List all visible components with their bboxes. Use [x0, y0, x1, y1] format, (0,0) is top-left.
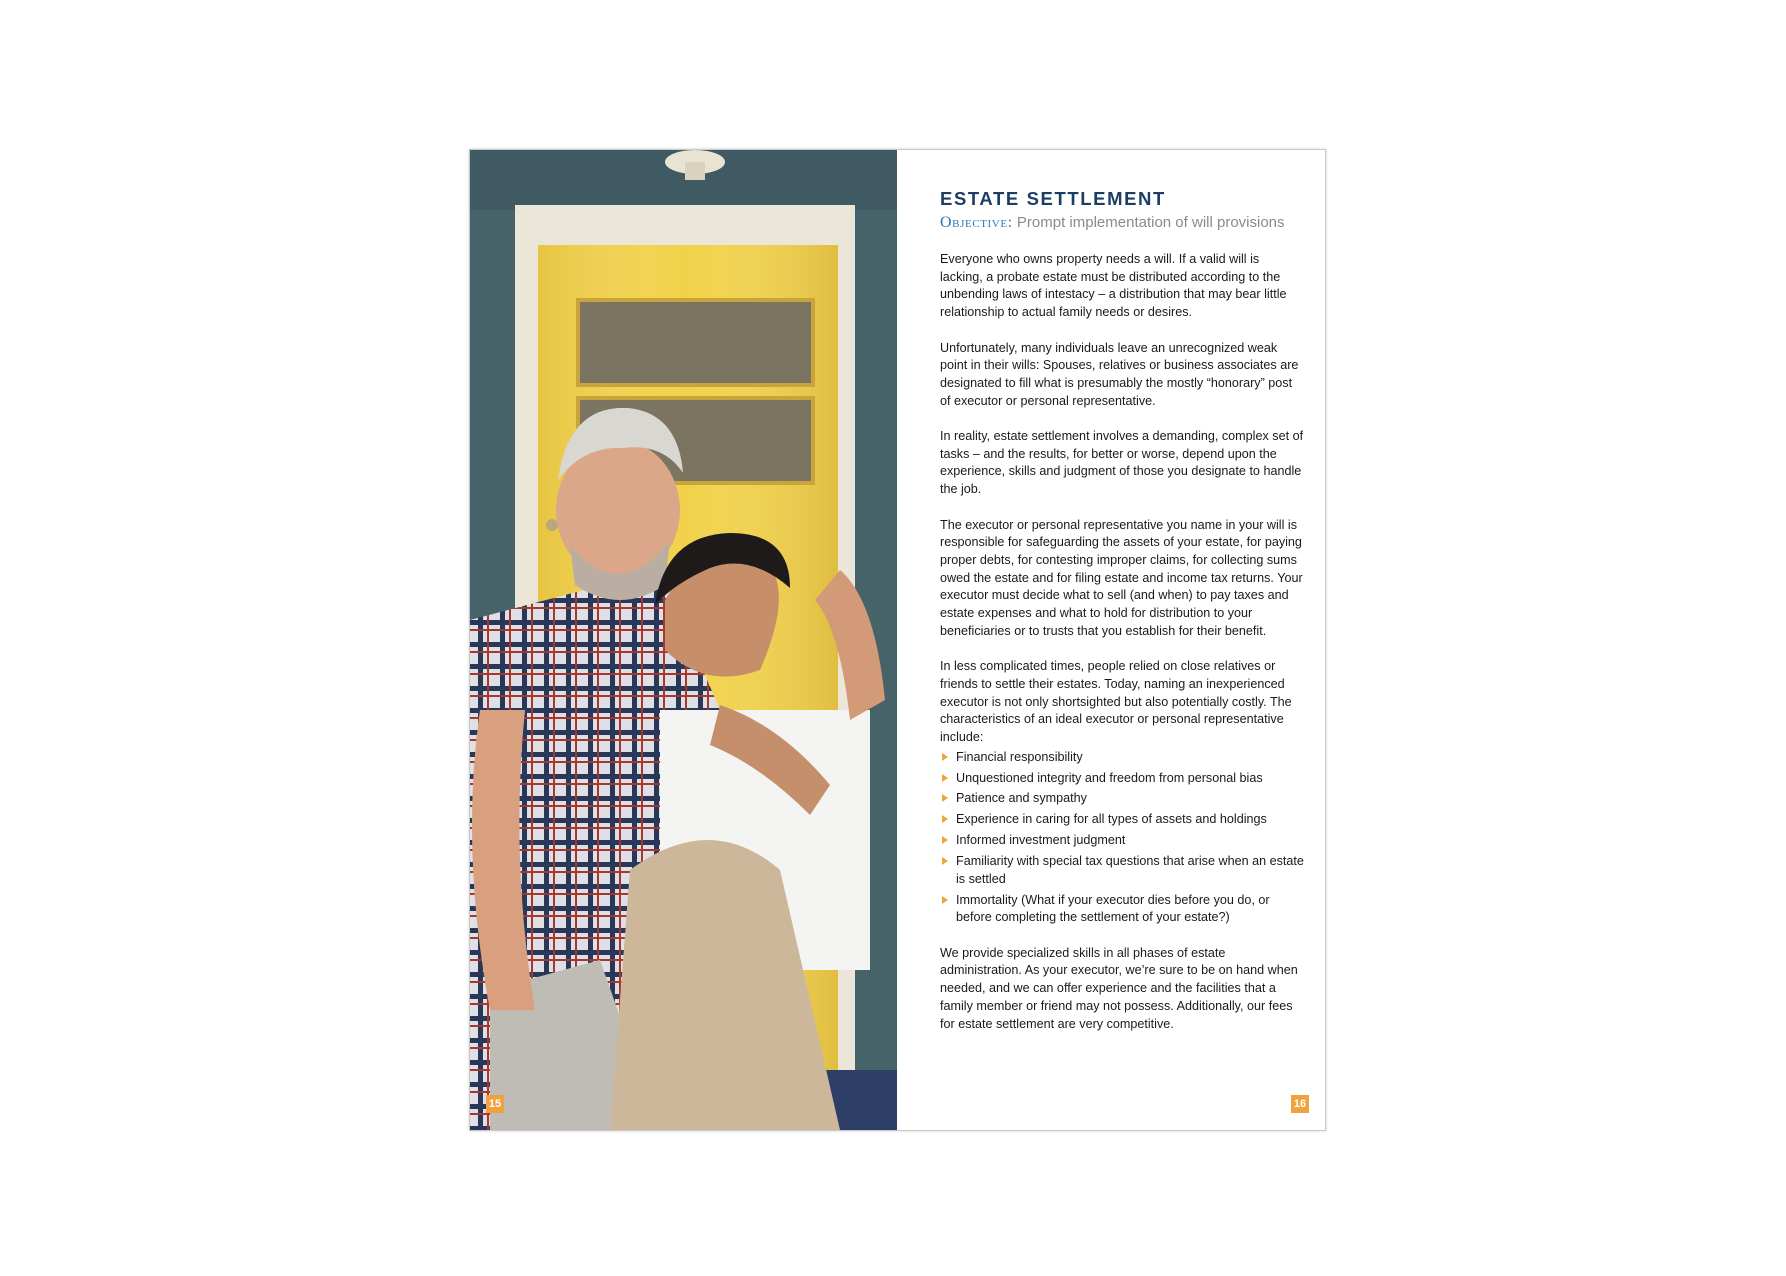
objective-label: Objective:: [940, 214, 1013, 231]
objective-text: Prompt implementation of will provisions: [1016, 214, 1285, 231]
paragraph: In reality, estate settlement involves a demanding, complex set of tasks – and the results, for better or worse, depend upon the experience, skills and judgment of those you designate to handle the job.: [940, 429, 1304, 497]
bullet-arrow-icon: [942, 753, 948, 761]
objective-line: [940, 214, 1285, 232]
body-text: [940, 251, 1305, 1051]
paragraph: Unfortunately, many individuals leave an unrecognized weak point in their wills: Spouses, relatives or business associates are designated to fill what is presumably the mostly “honorary” post of executor or personal representative.: [940, 340, 1299, 408]
paragraph: The executor or personal representative you name in your will is responsible for safeguarding the assets of your estate, for paying proper debts, for contesting improper claims, for collecting sums owed the estate and for filing estate and income tax returns. Your executor must decide what to sell (and when) to pay taxes and estate expenses and what to hold for distribution to your beneficiaries or to trusts that you establish for their benefit.: [940, 517, 1303, 638]
list-item: Familiarity with special tax questions that arise when an estate is settled: [940, 853, 1305, 888]
page-number-right: 16: [1291, 1095, 1309, 1113]
page-title: ESTATE SETTLEMENT: [940, 188, 1166, 209]
paragraph: In less complicated times, people relied on close relatives or friends to settle their estates. Today, naming an inexperienced executor is not only shortsighted but also potentially costly. The characteristics of an ideal executor or personal representative include:: [940, 659, 1292, 744]
list-item: Unquestioned integrity and freedom from personal bias: [940, 770, 1305, 788]
text-page: [897, 150, 1325, 1130]
bullet-arrow-icon: [942, 774, 948, 782]
page-number-left: 15: [486, 1095, 504, 1113]
bullet-arrow-icon: [942, 896, 948, 904]
couple-photo: [470, 150, 897, 1130]
list-item: Patience and sympathy: [940, 790, 1305, 808]
list-item: Financial responsibility: [940, 749, 1305, 767]
list-item: Experience in caring for all types of assets and holdings: [940, 811, 1305, 829]
bullet-arrow-icon: [942, 836, 948, 844]
list-item: Immortality (What if your executor dies before you do, or before completing the settlement of your estate?): [940, 892, 1305, 927]
characteristics-list: [940, 749, 1305, 927]
photo-page: [470, 150, 897, 1130]
bullet-arrow-icon: [942, 815, 948, 823]
paragraph: Everyone who owns property needs a will. If a valid will is lacking, a probate estate must be distributed according to the unbending laws of intestacy – a distribution that may bear little relationship to actual family needs or desires.: [940, 252, 1287, 320]
brochure-spread: [469, 149, 1326, 1131]
closing-paragraph: We provide specialized skills in all phases of estate administration. As your executor, we’re sure to be on hand when needed, and we can offer experience and the facilities that a family member or friend may not possess. Additionally, our fees for estate settlement are very competitive.: [940, 945, 1298, 1031]
list-item: Informed investment judgment: [940, 832, 1305, 850]
bullet-arrow-icon: [942, 857, 948, 865]
bullet-arrow-icon: [942, 794, 948, 802]
